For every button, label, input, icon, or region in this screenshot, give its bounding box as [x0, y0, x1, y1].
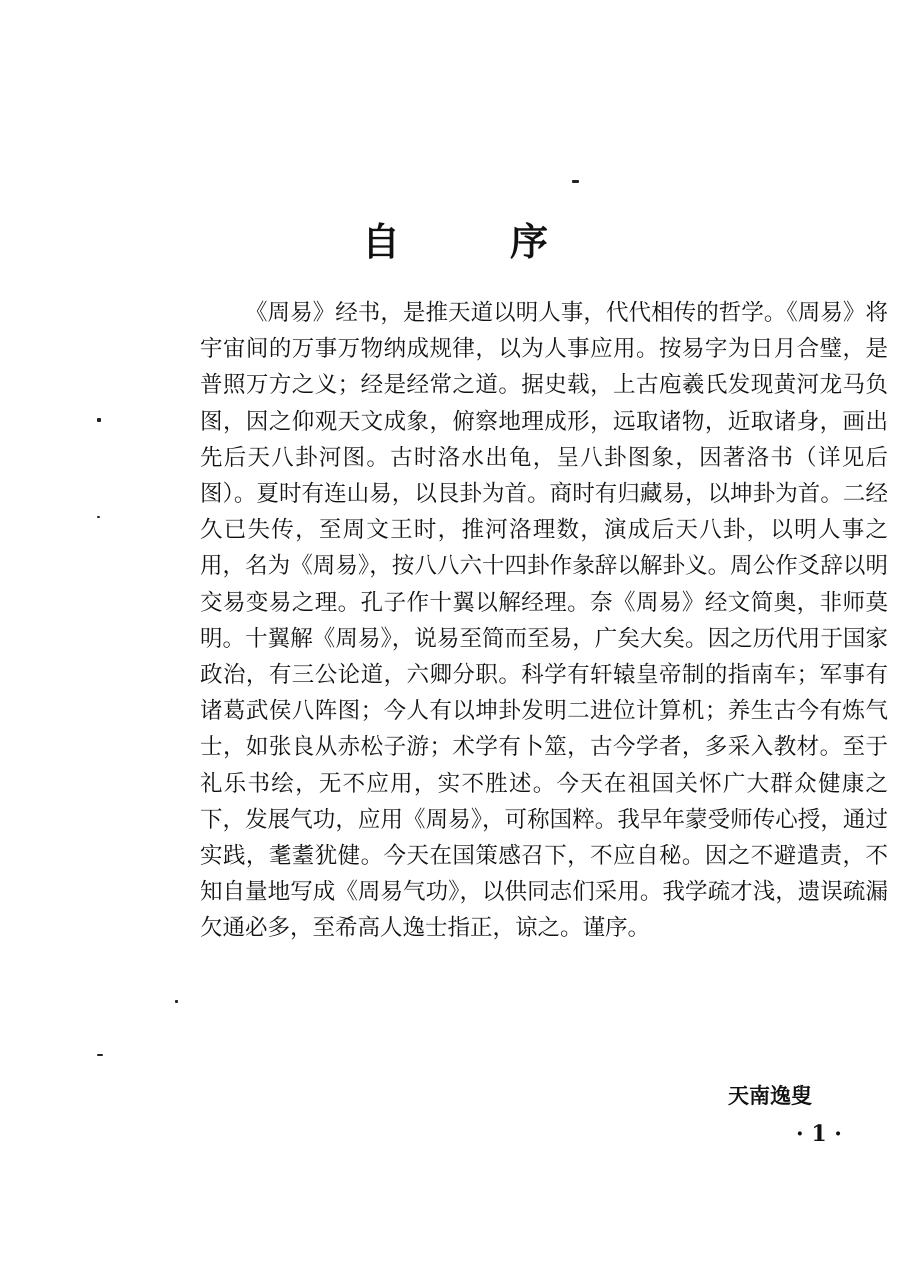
- page-number: · 1 ·: [796, 1121, 842, 1147]
- author-signature: 天南逸叟: [728, 1083, 812, 1108]
- scan-speck: [97, 418, 101, 422]
- title-char-2: 序: [510, 220, 549, 264]
- title-char-1: 自: [361, 220, 400, 264]
- page-title: [0, 212, 910, 272]
- scan-speck: [175, 1000, 178, 1003]
- preface-body: [200, 295, 888, 947]
- preface-paragraph: 《周易》经书，是推天道以明人事，代代相传的哲学。《周易》将宇宙间的万事万物纳成规律，以为人事应用。按易字为日月合璧，是普照万方之义；经是经常之道。据史载，上古庖羲氏发现黄河龙马负图，因之仰观天文成象，俯察地理成形，远取诸物，近取诸身，画出先后天八卦河图。古时洛水出龟，呈八卦图象，因著洛书（详见后图）。夏时有连山易，以艮卦为首。商时有归藏易，以坤卦为首。二经久已失传，至周文王时，推河洛理数，演成后天八卦，以明人事之用，名为《周易》，按八八六十四卦作彖辞以解卦义。周公作爻辞以明交易变易之理。孔子作十翼以解经理。奈《周易》经文简奥，非师莫明。十翼解《周易》，说易至简而至易，广矣大矣。因之历代用于国家政治，有三公论道，六卿分职。科学有轩辕皇帝制的指南车；军事有诸葛武侯八阵图；今人有以坤卦发明二进位计算机；养生古今有炼气士，如张良从赤松子游；术学有卜筮，古今学者，多采入教材。至于礼乐书绘，无不应用，实不胜述。今天在祖国关怀广大群众健康之下，发展气功，应用《周易》，可称国粹。我早年蒙受师传心授，通过实践，耄耋犹健。今天在国策感召下，不应自秘。因之不避遣责，不知自量地写成《周易气功》，以供同志们采用。我学疏才浅，遗误疏漏欠通必多，至希高人逸士指正，谅之。谨序。: [200, 300, 888, 942]
- scan-speck: [97, 1054, 103, 1056]
- scan-speck: [97, 516, 100, 518]
- scan-speck: [572, 180, 579, 183]
